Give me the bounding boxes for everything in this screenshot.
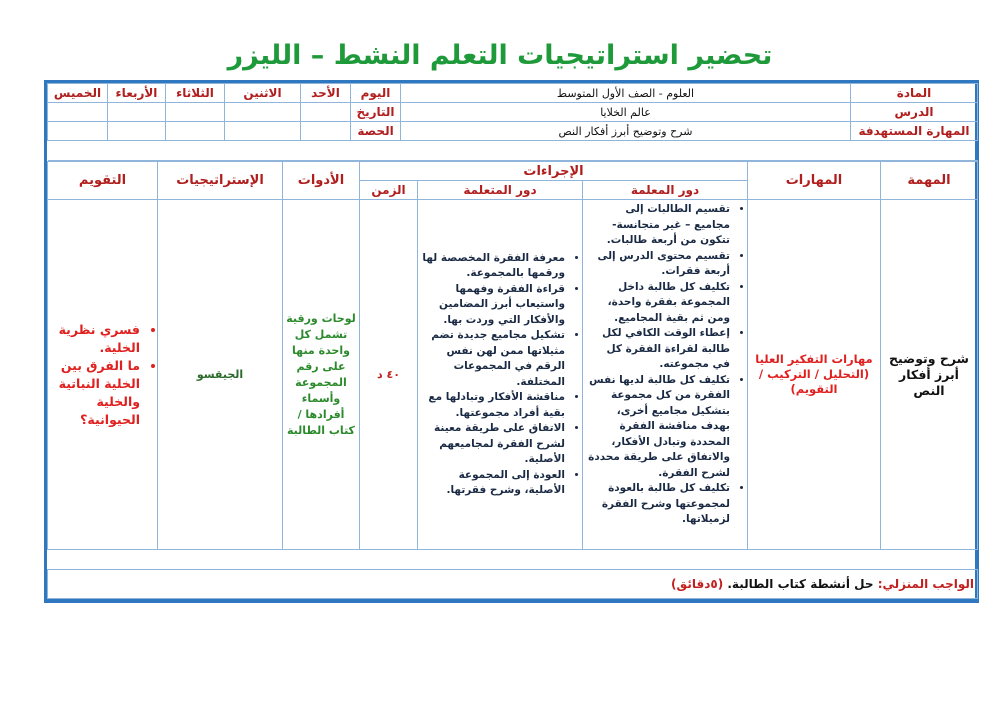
teacher-step: • تقسيم الطالبات إلى مجاميع – غير متجانسة- تتكون من أربعة طالبات. [586, 202, 730, 249]
header-evaluation: التقويم [48, 162, 158, 200]
evaluation-cell [48, 200, 158, 550]
lesson-label: الدرس [851, 103, 978, 122]
header-task: المهمة [881, 162, 978, 200]
lesson-plan [44, 80, 979, 603]
date-label: التاريخ [351, 103, 401, 122]
homework-label: الواجب المنزلي: [877, 577, 974, 591]
header-tools: الأدوات [283, 162, 360, 200]
header-student-role: دور المتعلمة [418, 181, 583, 200]
lesson-value: عالم الخلايا [401, 103, 851, 122]
subject-label: المادة [851, 84, 978, 103]
student-step: • معرفة الفقرة المخصصة لها ورقمها بالمجموعة. [421, 251, 565, 282]
info-table [47, 83, 978, 161]
skill-label: المهارة المستهدفة [851, 122, 978, 141]
evaluation-question: • ما الفرق بين الخلية النباتية والخلية الحيوانية؟ [51, 357, 140, 429]
day-tuesday: الثلاثاء [166, 84, 225, 103]
day-monday: الاثنين [225, 84, 301, 103]
header-strategies: الإستراتيجيات [158, 162, 283, 200]
homework-row [48, 570, 978, 599]
header-procedures: الإجراءات [360, 162, 748, 181]
day-label: اليوم [351, 84, 401, 103]
task-cell: شرح وتوضيح أبرز أفكار النص [881, 200, 978, 550]
teacher-step: • تقسيم محتوى الدرس إلى أربعة فقرات. [586, 249, 730, 280]
procedures-table [47, 161, 978, 599]
teacher-step: • تكليف كل طالبة داخل المجموعة بفقرة واحدة، ومن ثم بقية المجاميع. [586, 280, 730, 327]
teacher-step: • إعطاء الوقت الكافي لكل طالبة لقراءة الفقرة كل في مجموعته. [586, 326, 730, 373]
skill-value: شرح وتوضيح أبرز أفكار النص [401, 122, 851, 141]
time-cell: ٤٠ د [360, 200, 418, 550]
day-thursday: الخميس [48, 84, 108, 103]
subject-value: العلوم - الصف الأول المتوسط [401, 84, 851, 103]
student-role-cell [418, 200, 583, 550]
period-label: الحصة [351, 122, 401, 141]
teacher-step: • تكليف كل طالبة بالعودة لمجموعتها وشرح الفقرة لزميلاتها. [586, 481, 730, 528]
header-skills: المهارات [748, 162, 881, 200]
teacher-role-cell [583, 200, 748, 550]
evaluation-question: • فسري نظرية الخلية. [51, 321, 140, 357]
student-step: • تشكيل مجاميع جديدة تضم مثيلاتها ممن لهن نفس الرقم في المجموعات المختلفة. [421, 328, 565, 390]
student-step: • العودة إلى المجموعة الأصلية، وشرح فقرتها. [421, 468, 565, 499]
day-sunday: الأحد [301, 84, 351, 103]
homework-time: (٥دقائق) [671, 577, 724, 591]
page-title: تحضير استراتيجيات التعلم النشط – الليزر [227, 40, 773, 71]
teacher-step: • تكليف كل طالبة لديها نفس الفقرة من كل مجموعة بتشكيل مجاميع أخرى، بهدف مناقشة الفقرة المحددة وتبادل الأفكار، والاتفاق على طريقة محددة لشرح الفقرة. [586, 373, 730, 482]
student-step: • الاتفاق على طريقة معينة لشرح الفقرة لمجاميعهم الأصلية. [421, 421, 565, 468]
skills-cell: مهارات التفكير العليا (التحليل / التركيب / التقويم) [748, 200, 881, 550]
day-wednesday: الأربعاء [108, 84, 166, 103]
student-step: • مناقشة الأفكار وتبادلها مع بقية أفراد مجموعتها. [421, 390, 565, 421]
header-teacher-role: دور المعلمة [583, 181, 748, 200]
strategy-cell: الجيقسو [158, 200, 283, 550]
homework-text: حل أنشطة كتاب الطالبة. [727, 577, 874, 591]
tools-cell: لوحات ورقية تشمل كل واحدة منها على رقم المجموعة وأسماء أفرادها / كتاب الطالبة [283, 200, 360, 550]
student-step: • قراءة الفقرة وفهمها واستيعاب أبرز المضامين والأفكار التي وردت بها. [421, 282, 565, 329]
header-time: الزمن [360, 181, 418, 200]
